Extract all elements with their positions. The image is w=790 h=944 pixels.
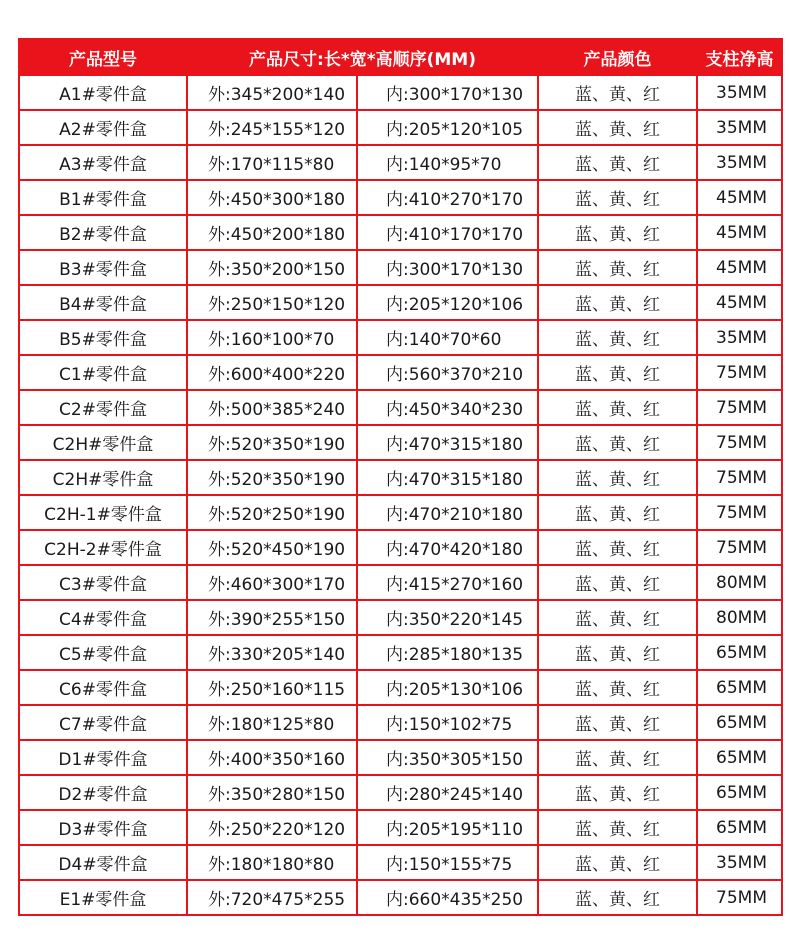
cell-color: 蓝、黄、红 xyxy=(538,845,697,880)
cell-clearance: 65MM xyxy=(697,810,782,845)
cell-clearance: 75MM xyxy=(697,460,782,495)
cell-color: 蓝、黄、红 xyxy=(538,670,697,705)
cell-inner-size: 内:285*180*135 xyxy=(357,635,538,670)
cell-inner-size: 内:280*245*140 xyxy=(357,775,538,810)
cell-outer-size: 外:520*250*190 xyxy=(187,495,357,530)
table-row xyxy=(19,75,782,110)
header-color: 产品颜色 xyxy=(538,39,697,75)
cell-color: 蓝、黄、红 xyxy=(538,425,697,460)
spec-table-container xyxy=(18,38,781,916)
cell-clearance: 35MM xyxy=(697,145,782,180)
table-row xyxy=(19,810,782,845)
cell-clearance: 75MM xyxy=(697,425,782,460)
cell-outer-size: 外:450*300*180 xyxy=(187,180,357,215)
cell-clearance: 65MM xyxy=(697,740,782,775)
cell-outer-size: 外:350*280*150 xyxy=(187,775,357,810)
cell-clearance: 75MM xyxy=(697,495,782,530)
cell-inner-size: 内:150*155*75 xyxy=(357,845,538,880)
cell-clearance: 75MM xyxy=(697,355,782,390)
cell-color: 蓝、黄、红 xyxy=(538,460,697,495)
table-row xyxy=(19,880,782,915)
cell-inner-size: 内:300*170*130 xyxy=(357,75,538,110)
cell-clearance: 65MM xyxy=(697,635,782,670)
cell-outer-size: 外:600*400*220 xyxy=(187,355,357,390)
cell-clearance: 35MM xyxy=(697,320,782,355)
cell-color: 蓝、黄、红 xyxy=(538,705,697,740)
cell-outer-size: 外:350*200*150 xyxy=(187,250,357,285)
cell-color: 蓝、黄、红 xyxy=(538,110,697,145)
cell-outer-size: 外:250*220*120 xyxy=(187,810,357,845)
table-row xyxy=(19,250,782,285)
cell-color: 蓝、黄、红 xyxy=(538,810,697,845)
cell-outer-size: 外:520*450*190 xyxy=(187,530,357,565)
cell-inner-size: 内:140*95*70 xyxy=(357,145,538,180)
cell-inner-size: 内:410*170*170 xyxy=(357,215,538,250)
cell-color: 蓝、黄、红 xyxy=(538,145,697,180)
cell-model: C7#零件盒 xyxy=(19,705,187,740)
cell-outer-size: 外:500*385*240 xyxy=(187,390,357,425)
cell-inner-size: 内:140*70*60 xyxy=(357,320,538,355)
cell-model: C3#零件盒 xyxy=(19,565,187,600)
cell-inner-size: 内:410*270*170 xyxy=(357,180,538,215)
table-row xyxy=(19,495,782,530)
table-row xyxy=(19,355,782,390)
cell-color: 蓝、黄、红 xyxy=(538,215,697,250)
header-row xyxy=(19,39,782,75)
cell-outer-size: 外:450*200*180 xyxy=(187,215,357,250)
cell-clearance: 45MM xyxy=(697,250,782,285)
cell-model: D1#零件盒 xyxy=(19,740,187,775)
cell-color: 蓝、黄、红 xyxy=(538,355,697,390)
table-row xyxy=(19,180,782,215)
cell-clearance: 35MM xyxy=(697,110,782,145)
table-row xyxy=(19,460,782,495)
cell-inner-size: 内:415*270*160 xyxy=(357,565,538,600)
header-clearance: 支柱净高 xyxy=(697,39,782,75)
table-row xyxy=(19,775,782,810)
cell-model: C2H#零件盒 xyxy=(19,460,187,495)
cell-color: 蓝、黄、红 xyxy=(538,250,697,285)
cell-clearance: 35MM xyxy=(697,845,782,880)
cell-model: B3#零件盒 xyxy=(19,250,187,285)
cell-clearance: 75MM xyxy=(697,880,782,915)
cell-model: C2H-2#零件盒 xyxy=(19,530,187,565)
cell-inner-size: 内:350*220*145 xyxy=(357,600,538,635)
cell-outer-size: 外:160*100*70 xyxy=(187,320,357,355)
cell-inner-size: 内:205*120*105 xyxy=(357,110,538,145)
cell-model: D4#零件盒 xyxy=(19,845,187,880)
cell-inner-size: 内:450*340*230 xyxy=(357,390,538,425)
cell-outer-size: 外:520*350*190 xyxy=(187,460,357,495)
cell-outer-size: 外:390*255*150 xyxy=(187,600,357,635)
cell-inner-size: 内:205*120*106 xyxy=(357,285,538,320)
cell-model: D2#零件盒 xyxy=(19,775,187,810)
cell-clearance: 45MM xyxy=(697,285,782,320)
table-body xyxy=(19,75,782,915)
table-row xyxy=(19,530,782,565)
cell-color: 蓝、黄、红 xyxy=(538,285,697,320)
table-row xyxy=(19,285,782,320)
cell-model: C4#零件盒 xyxy=(19,600,187,635)
cell-model: C2#零件盒 xyxy=(19,390,187,425)
cell-color: 蓝、黄、红 xyxy=(538,530,697,565)
cell-outer-size: 外:180*180*80 xyxy=(187,845,357,880)
cell-clearance: 35MM xyxy=(697,75,782,110)
cell-clearance: 45MM xyxy=(697,180,782,215)
cell-model: A2#零件盒 xyxy=(19,110,187,145)
cell-outer-size: 外:720*475*255 xyxy=(187,880,357,915)
cell-clearance: 80MM xyxy=(697,600,782,635)
cell-clearance: 45MM xyxy=(697,215,782,250)
table-row xyxy=(19,145,782,180)
cell-outer-size: 外:245*155*120 xyxy=(187,110,357,145)
cell-model: B1#零件盒 xyxy=(19,180,187,215)
cell-color: 蓝、黄、红 xyxy=(538,600,697,635)
cell-inner-size: 内:350*305*150 xyxy=(357,740,538,775)
cell-color: 蓝、黄、红 xyxy=(538,75,697,110)
table-row xyxy=(19,320,782,355)
cell-inner-size: 内:560*370*210 xyxy=(357,355,538,390)
cell-color: 蓝、黄、红 xyxy=(538,495,697,530)
table-row xyxy=(19,215,782,250)
table-row xyxy=(19,635,782,670)
cell-inner-size: 内:150*102*75 xyxy=(357,705,538,740)
table-header xyxy=(19,39,782,75)
cell-clearance: 75MM xyxy=(697,530,782,565)
table-row xyxy=(19,390,782,425)
header-size: 产品尺寸:长*宽*高顺序(MM) xyxy=(187,39,538,75)
cell-inner-size: 内:660*435*250 xyxy=(357,880,538,915)
cell-model: A1#零件盒 xyxy=(19,75,187,110)
cell-inner-size: 内:470*210*180 xyxy=(357,495,538,530)
table-row xyxy=(19,565,782,600)
table-row xyxy=(19,670,782,705)
cell-outer-size: 外:330*205*140 xyxy=(187,635,357,670)
cell-color: 蓝、黄、红 xyxy=(538,565,697,600)
spec-table xyxy=(18,38,783,916)
cell-inner-size: 内:470*315*180 xyxy=(357,425,538,460)
cell-clearance: 80MM xyxy=(697,565,782,600)
cell-outer-size: 外:345*200*140 xyxy=(187,75,357,110)
cell-model: B2#零件盒 xyxy=(19,215,187,250)
table-row xyxy=(19,425,782,460)
table-row xyxy=(19,845,782,880)
cell-color: 蓝、黄、红 xyxy=(538,880,697,915)
cell-color: 蓝、黄、红 xyxy=(538,180,697,215)
cell-model: B4#零件盒 xyxy=(19,285,187,320)
cell-color: 蓝、黄、红 xyxy=(538,775,697,810)
cell-outer-size: 外:180*125*80 xyxy=(187,705,357,740)
cell-inner-size: 内:300*170*130 xyxy=(357,250,538,285)
cell-model: C5#零件盒 xyxy=(19,635,187,670)
cell-color: 蓝、黄、红 xyxy=(538,320,697,355)
cell-inner-size: 内:470*420*180 xyxy=(357,530,538,565)
cell-color: 蓝、黄、红 xyxy=(538,635,697,670)
cell-clearance: 65MM xyxy=(697,775,782,810)
cell-model: C1#零件盒 xyxy=(19,355,187,390)
cell-outer-size: 外:170*115*80 xyxy=(187,145,357,180)
cell-outer-size: 外:400*350*160 xyxy=(187,740,357,775)
cell-model: E1#零件盒 xyxy=(19,880,187,915)
cell-inner-size: 内:205*130*106 xyxy=(357,670,538,705)
table-row xyxy=(19,600,782,635)
cell-model: C2H-1#零件盒 xyxy=(19,495,187,530)
cell-outer-size: 外:520*350*190 xyxy=(187,425,357,460)
cell-clearance: 65MM xyxy=(697,670,782,705)
cell-model: C2H#零件盒 xyxy=(19,425,187,460)
cell-model: D3#零件盒 xyxy=(19,810,187,845)
table-row xyxy=(19,705,782,740)
cell-inner-size: 内:470*315*180 xyxy=(357,460,538,495)
cell-color: 蓝、黄、红 xyxy=(538,740,697,775)
cell-inner-size: 内:205*195*110 xyxy=(357,810,538,845)
cell-model: C6#零件盒 xyxy=(19,670,187,705)
cell-outer-size: 外:250*150*120 xyxy=(187,285,357,320)
cell-outer-size: 外:460*300*170 xyxy=(187,565,357,600)
cell-model: A3#零件盒 xyxy=(19,145,187,180)
cell-clearance: 65MM xyxy=(697,705,782,740)
table-row xyxy=(19,740,782,775)
cell-model: B5#零件盒 xyxy=(19,320,187,355)
cell-color: 蓝、黄、红 xyxy=(538,390,697,425)
table-row xyxy=(19,110,782,145)
cell-outer-size: 外:250*160*115 xyxy=(187,670,357,705)
header-model: 产品型号 xyxy=(19,39,187,75)
cell-clearance: 75MM xyxy=(697,390,782,425)
